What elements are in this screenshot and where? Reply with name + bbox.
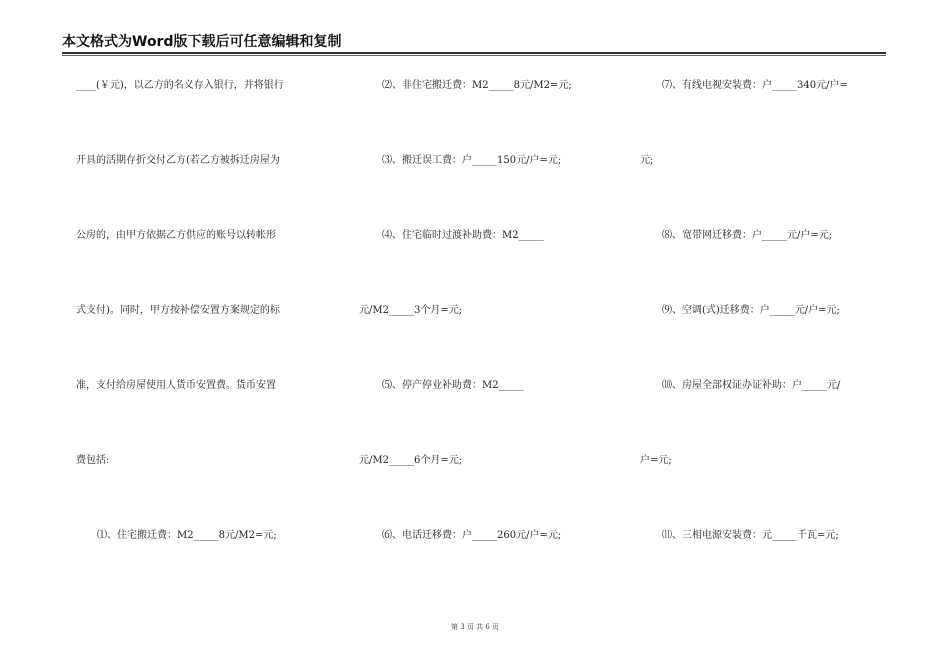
col2-line-2: ⑶、搬迁误工费：户_____150元/户=元;: [382, 155, 562, 166]
col1-line-2: 开具的活期存折交付乙方(若乙方被拆迁房屋为: [76, 155, 280, 166]
col3-line-1: ⑺、有线电视安装费：户_____340元/户=: [662, 80, 848, 91]
col3-line-2: 元;: [640, 155, 654, 166]
col3-line-7: ⑾、三相电源安装费：元_____千瓦=元;: [662, 530, 839, 541]
col1-line-4: 式支付)。同时，甲方按补偿安置方案规定的标: [76, 305, 280, 316]
col3-line-5: ⑽、房屋全部权证办证补助：户_____元/: [662, 380, 841, 391]
col3-line-4: ⑼、空调(式)迁移费：户_____元/户=元;: [662, 305, 840, 316]
col1-line-6: 费包括:: [76, 455, 110, 466]
page-number-footer: 第 3 页 共 6 页: [450, 623, 500, 631]
col1-line-5: 准，支付给房屋使用人货币安置费。货币安置: [76, 380, 276, 391]
header-rule-thick: [62, 52, 886, 54]
col3-line-6: 户=元;: [640, 455, 672, 466]
col2-line-7: ⑹、电话迁移费：户_____260元/户=元;: [382, 530, 562, 541]
col2-line-3: ⑷、住宅临时过渡补助费：M2_____: [382, 230, 544, 241]
col1-line-1: ____(￥元)，以乙方的名义存入银行，并将银行: [76, 80, 284, 91]
col1-line-7: ⑴、住宅搬迁费：M2_____8元/M2=元;: [97, 530, 277, 541]
col3-line-3: ⑻、宽带网迁移费：户_____元/户=元;: [662, 230, 833, 241]
document-header-title: 本文格式为Word版下载后可任意编辑和复制: [62, 34, 342, 50]
col2-line-5: ⑸、停产停业补助费：M2_____: [382, 380, 524, 391]
col2-line-6: 元/M2_____6个月=元;: [359, 455, 463, 466]
col1-line-3: 公房的，由甲方依据乙方供应的账号以转帐形: [76, 230, 276, 241]
header-rule-thin: [62, 55, 886, 56]
col2-line-1: ⑵、非住宅搬迁费：M2_____8元/M2=元;: [382, 80, 572, 91]
col2-line-4: 元/M2_____3个月=元;: [359, 305, 463, 316]
